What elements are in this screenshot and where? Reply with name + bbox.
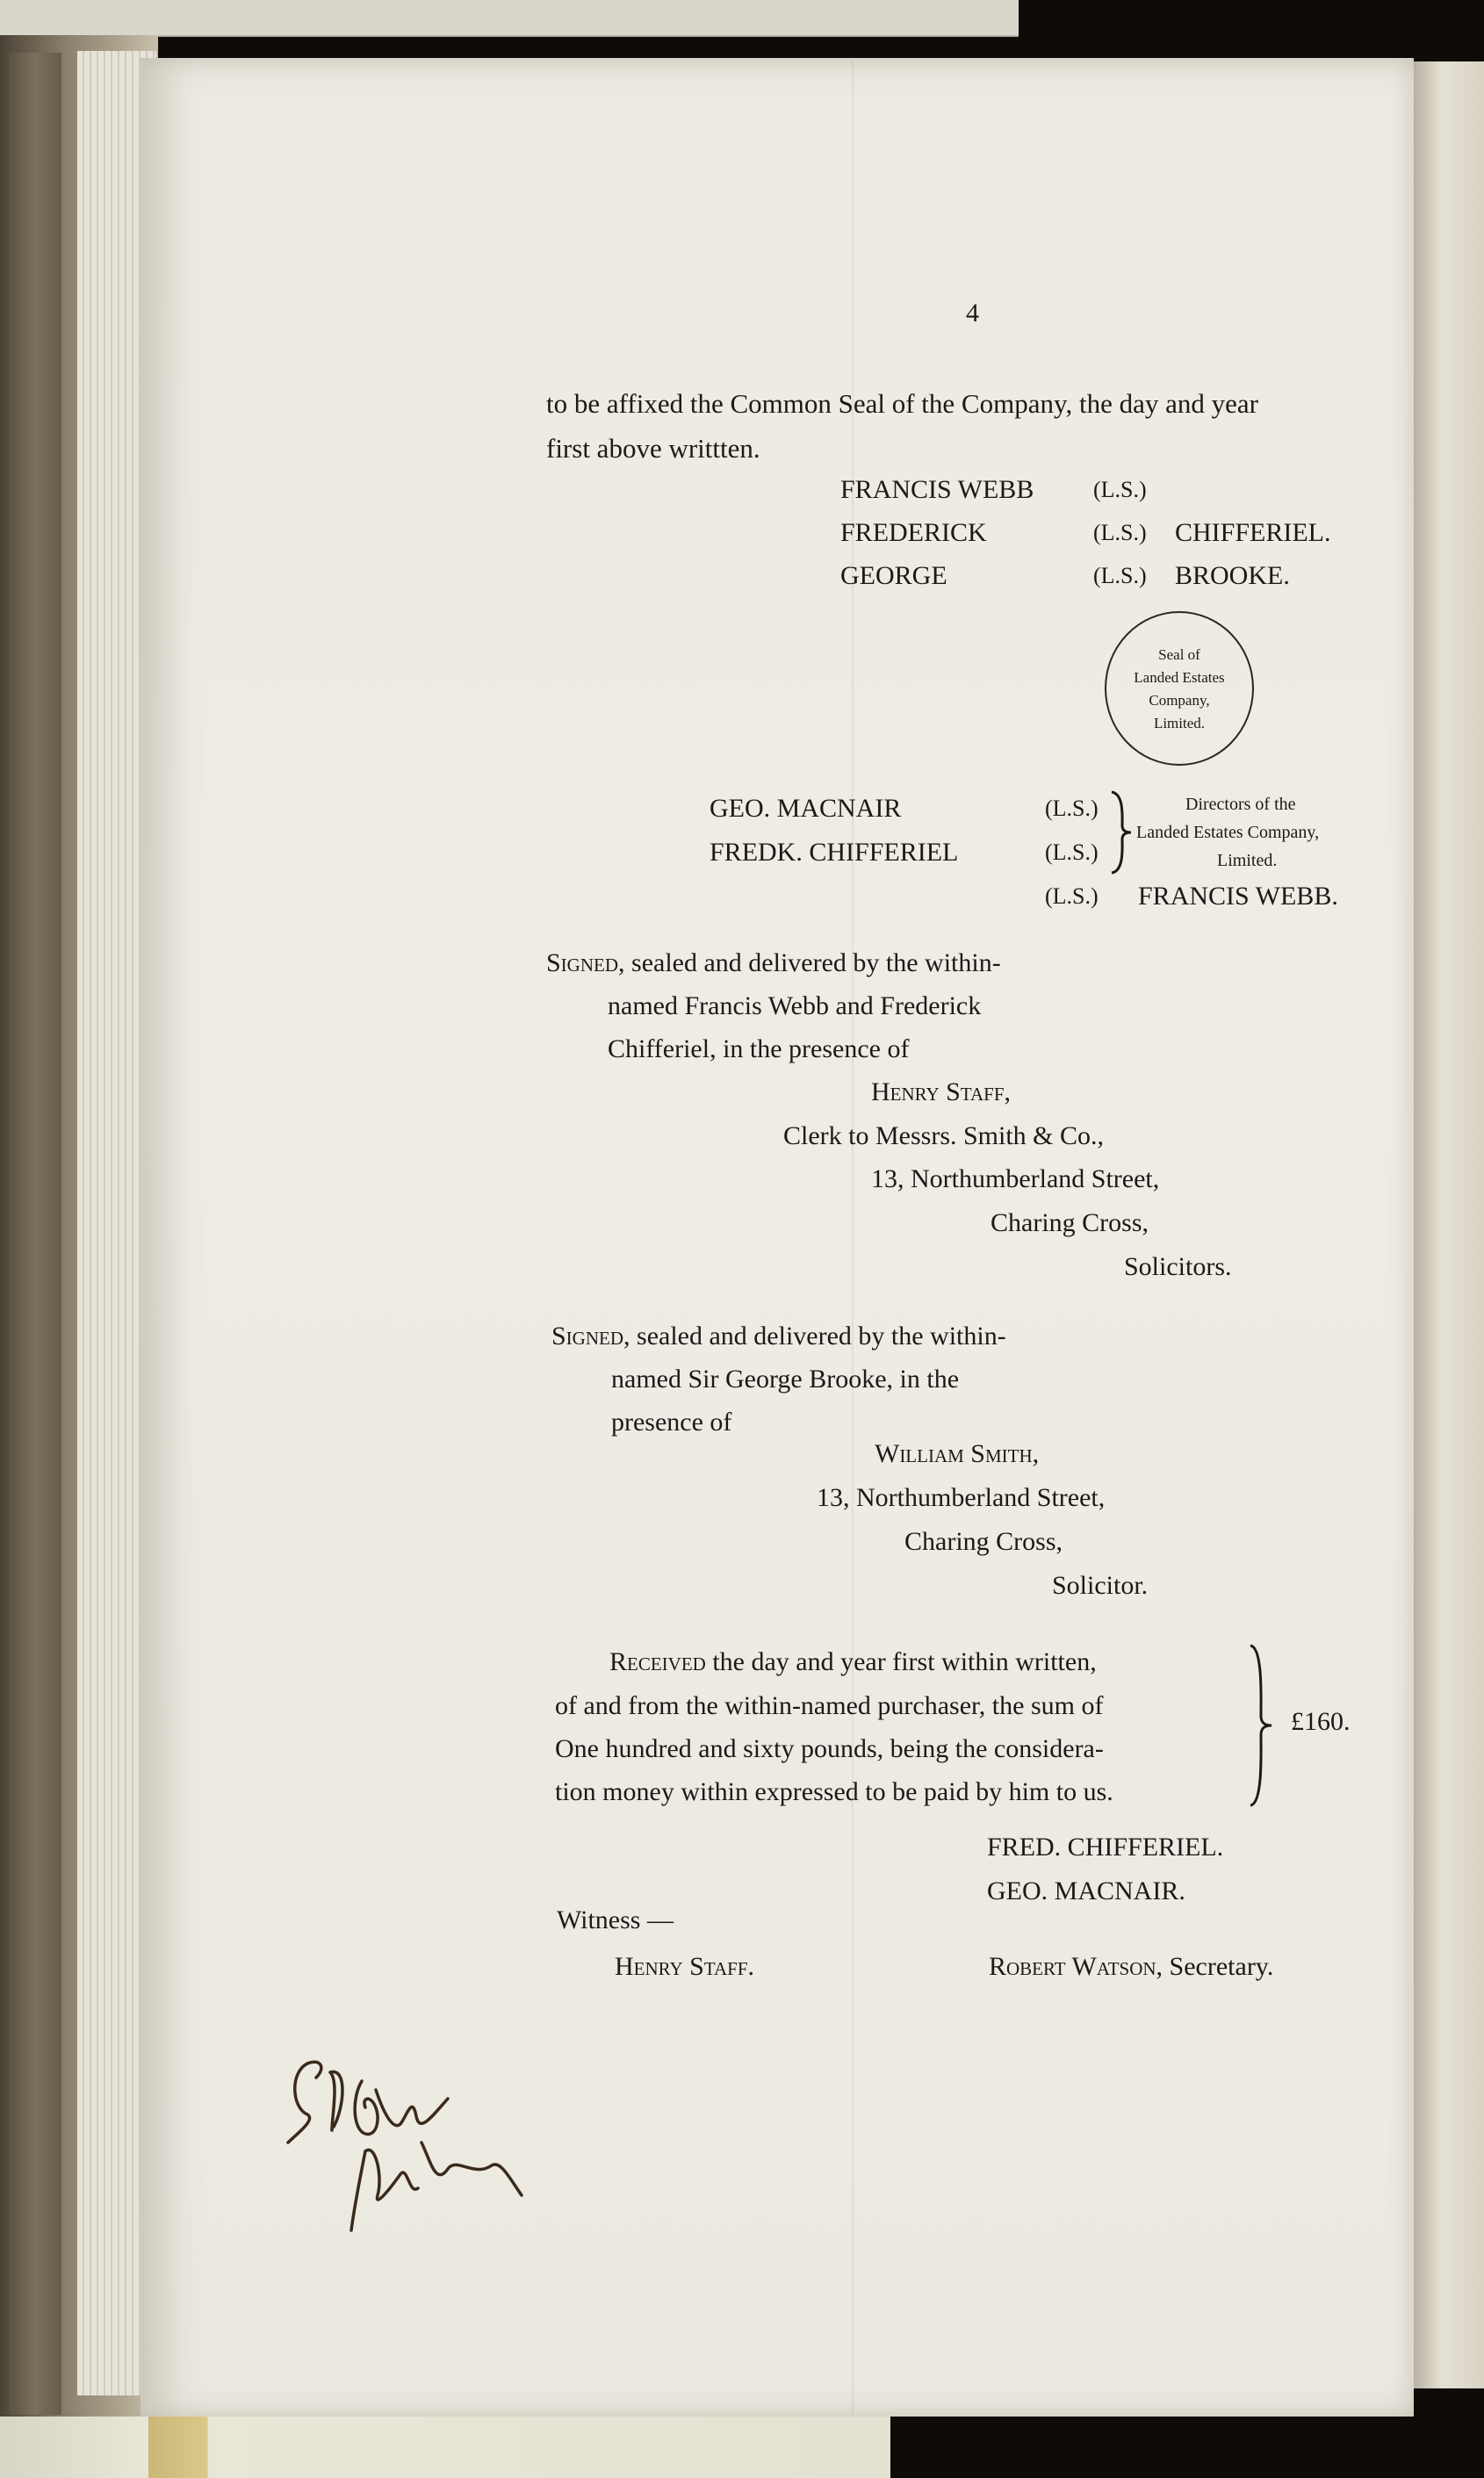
opening-line-2: first above writtten. xyxy=(546,433,760,464)
receipt-line-2: of and from the within-named purchaser, the sum of xyxy=(555,1691,1104,1720)
receipt-line-1: Received the day and year first within written, xyxy=(609,1647,1097,1676)
opening-line-1: to be affixed the Common Seal of the Company, the day and year xyxy=(546,388,1258,419)
witness-label: Witness — xyxy=(557,1905,674,1934)
page-number: 4 xyxy=(966,299,979,328)
attestation-1-line-1: Signed, sealed and delivered by the within- xyxy=(546,948,1001,977)
attestation-2-line-2: named Sir George Brooke, in the xyxy=(611,1365,960,1394)
top-sheet xyxy=(0,0,1019,37)
receipt-brace xyxy=(1247,1644,1273,1807)
attestation-2-address-2: Charing Cross, xyxy=(904,1527,1063,1556)
seal-line-3: Company, xyxy=(1149,692,1210,709)
signatory-3-name: GEORGE xyxy=(840,561,947,590)
signatory-1-name: FRANCIS WEBB xyxy=(840,475,1034,504)
attestation-2-address-1: 13, Northumberland Street, xyxy=(817,1483,1106,1512)
director-2-ls: (L.S.) xyxy=(1045,839,1099,865)
bottom-sheets xyxy=(0,2417,1484,2478)
handwritten-initials xyxy=(281,2046,536,2239)
signatory-2-name: FREDERICK xyxy=(840,518,987,547)
signatory-3-surname: BROOKE. xyxy=(1175,561,1290,590)
signatory-3-ls: (L.S.) xyxy=(1093,563,1147,588)
attestation-1-witness: Henry Staff, xyxy=(871,1077,1012,1106)
facing-page xyxy=(1414,61,1484,2388)
attestation-2-witness: William Smith, xyxy=(875,1439,1040,1468)
receipt-line-3: One hundred and sixty pounds, being the considera- xyxy=(555,1734,1104,1763)
attestation-2-line-1: Signed, sealed and delivered by the within- xyxy=(551,1322,1006,1351)
director-1-name: GEO. MACNAIR xyxy=(710,794,902,823)
attestation-1-line-2: named Francis Webb and Frederick xyxy=(608,991,982,1020)
director-3-ls: (L.S.) xyxy=(1045,883,1099,909)
director-2-name: FREDK. CHIFFERIEL xyxy=(710,838,959,867)
attestation-1-address-3: Charing Cross, xyxy=(991,1208,1149,1237)
director-1-ls: (L.S.) xyxy=(1045,796,1099,821)
signatory-1-ls: (L.S.) xyxy=(1093,477,1147,502)
closing-sign-1: FRED. CHIFFERIEL. xyxy=(987,1833,1224,1862)
receipt-line-4: tion money within expressed to be paid by him to us. xyxy=(555,1777,1113,1806)
attestation-2-address-3: Solicitor. xyxy=(1052,1571,1149,1600)
receipt-amount: £160. xyxy=(1291,1707,1351,1736)
secretary-line: Robert Watson, Secretary. xyxy=(989,1952,1274,1981)
closing-sign-2: GEO. MACNAIR. xyxy=(987,1877,1185,1905)
attestation-2-line-3: presence of xyxy=(611,1408,732,1437)
book-spine xyxy=(9,53,61,2415)
directors-note-2: Landed Estates Company, xyxy=(1136,823,1320,842)
attestation-1-address-4: Solicitors. xyxy=(1124,1252,1232,1281)
attestation-1-line-3: Chifferiel, in the presence of xyxy=(608,1034,910,1063)
directors-note-1: Directors of the xyxy=(1185,795,1296,814)
seal-line-2: Landed Estates xyxy=(1134,669,1225,686)
company-seal xyxy=(1105,611,1254,766)
seal-line-4: Limited. xyxy=(1153,715,1206,731)
directors-brace xyxy=(1108,790,1133,875)
director-3-name: FRANCIS WEBB. xyxy=(1138,882,1338,911)
directors-note-3: Limited. xyxy=(1217,851,1278,870)
attestation-1-address-1: Clerk to Messrs. Smith & Co., xyxy=(783,1121,1105,1150)
signatory-2-ls: (L.S.) xyxy=(1093,520,1147,545)
witness-name: Henry Staff. xyxy=(615,1952,755,1981)
signatory-2-surname: CHIFFERIEL. xyxy=(1175,518,1331,547)
attestation-1-address-2: 13, Northumberland Street, xyxy=(871,1164,1160,1193)
seal-line-1: Seal of xyxy=(1158,646,1200,663)
